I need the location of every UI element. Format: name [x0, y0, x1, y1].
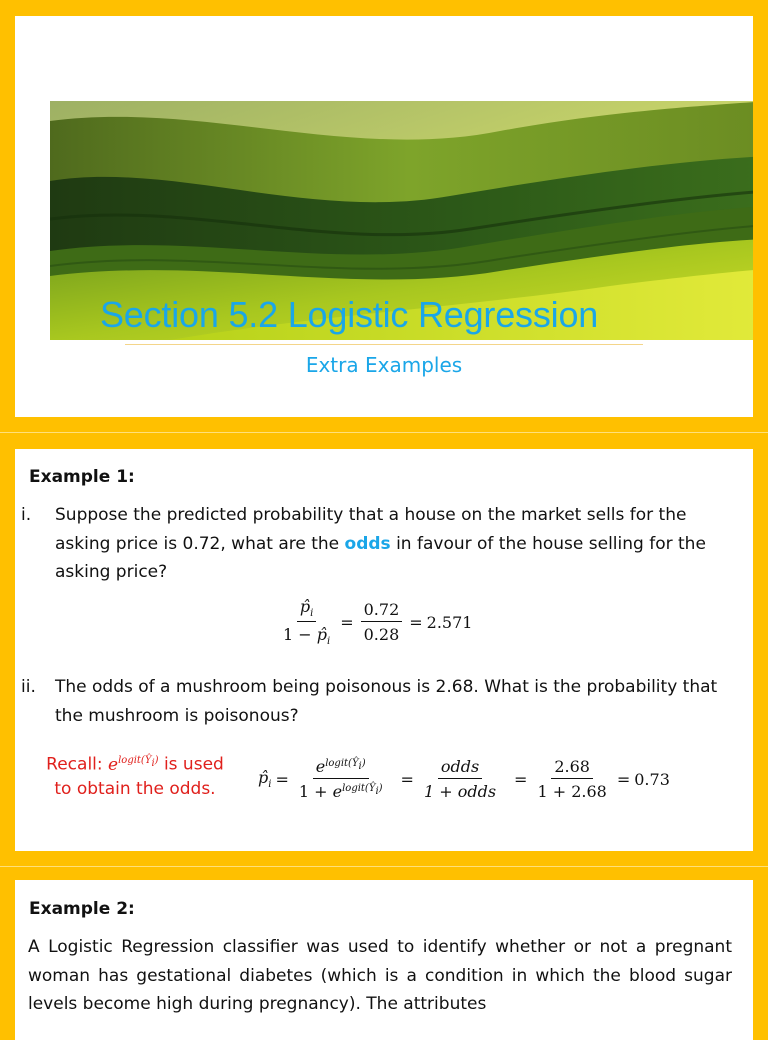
odds-result: 2.571	[426, 612, 473, 632]
item-i-text	[55, 501, 745, 587]
odds-ratio-fraction	[421, 757, 499, 801]
value-fraction	[534, 757, 609, 801]
probability-equation	[258, 757, 670, 801]
slide-separator	[0, 432, 768, 433]
section-title: Section 5.2 Logistic Regression	[100, 294, 599, 335]
close-paren: )	[154, 755, 159, 766]
section-subtitle: Extra Examples	[305, 353, 463, 377]
item-i-text-after: in favour of the house selling for the asking price?	[55, 533, 706, 582]
one-plus-odds: 1 + odds	[423, 782, 497, 801]
e-symbol: e	[315, 757, 326, 776]
logit-exponent: logit(Ŷ	[342, 782, 376, 794]
value-fraction	[361, 600, 403, 644]
item-i-number: i.	[21, 505, 32, 525]
logit-exponent: logit(Ŷ	[118, 755, 152, 766]
subscript-i: i	[327, 636, 331, 648]
subscript-i: i	[310, 608, 314, 620]
item-ii-text: The odds of a mushroom being poisonous is 2.68. What is the probability that the mushroom is poisonous?	[55, 677, 718, 726]
equals-sign: =	[400, 769, 414, 789]
subscript-i: i	[375, 785, 379, 797]
slide-separator	[0, 866, 768, 867]
e-symbol: e	[332, 782, 343, 801]
one-plus: 1 +	[298, 782, 333, 801]
odds-fraction	[280, 597, 333, 647]
title-slide	[15, 16, 753, 417]
p-hat-symbol: p̂	[299, 597, 311, 616]
denominator-value: 0.28	[363, 625, 400, 645]
example-1-slide	[15, 449, 753, 851]
equals-sign: =	[275, 769, 289, 789]
e-symbol: e	[108, 754, 119, 775]
subscript-i: i	[268, 779, 272, 791]
equals-sign: =	[340, 612, 354, 632]
p-hat-symbol: p̂	[258, 767, 269, 787]
p-hat-symbol: p̂	[316, 625, 328, 645]
recall-prefix: Recall:	[46, 754, 109, 775]
recall-suffix: is used to obtain the odds.	[54, 754, 224, 799]
example-2-heading: Example 2:	[29, 899, 135, 919]
example-1-heading: Example 1:	[29, 467, 135, 487]
equals-sign: =	[409, 612, 423, 632]
item-i-text-before: Suppose the predicted probability that a house on the market sells for the asking price is 0.72, what are the	[55, 505, 687, 554]
denominator-value: 1 + 2.68	[537, 782, 607, 801]
equals-sign: =	[514, 769, 528, 789]
subscript-i: i	[358, 760, 362, 772]
item-ii-number: ii.	[21, 677, 36, 697]
odds-equation	[277, 597, 472, 647]
exp-fraction	[296, 757, 386, 801]
close-paren: )	[361, 757, 366, 769]
title-divider	[125, 344, 643, 345]
logit-exponent: logit(Ŷ	[325, 757, 359, 769]
example-2-text: A Logistic Regression classifier was used to identify whether or not a pregnant woman has gestational diabetes (which is a condition in which the blood sugar levels become high during pregnancy). The attributes	[28, 937, 732, 1014]
odds-numerator: odds	[438, 757, 482, 779]
subscript-i: i	[151, 758, 155, 769]
one-minus: 1 −	[283, 625, 317, 645]
odds-highlight: odds	[344, 533, 391, 554]
recall-expression	[108, 755, 159, 775]
equals-sign: =	[616, 769, 631, 789]
numerator-value: 2.68	[551, 757, 593, 779]
example-2-slide	[15, 880, 753, 1040]
recall-note	[35, 749, 235, 801]
probability-result: 0.73	[634, 769, 670, 789]
close-paren: )	[378, 782, 383, 794]
numerator-value: 0.72	[361, 600, 403, 622]
